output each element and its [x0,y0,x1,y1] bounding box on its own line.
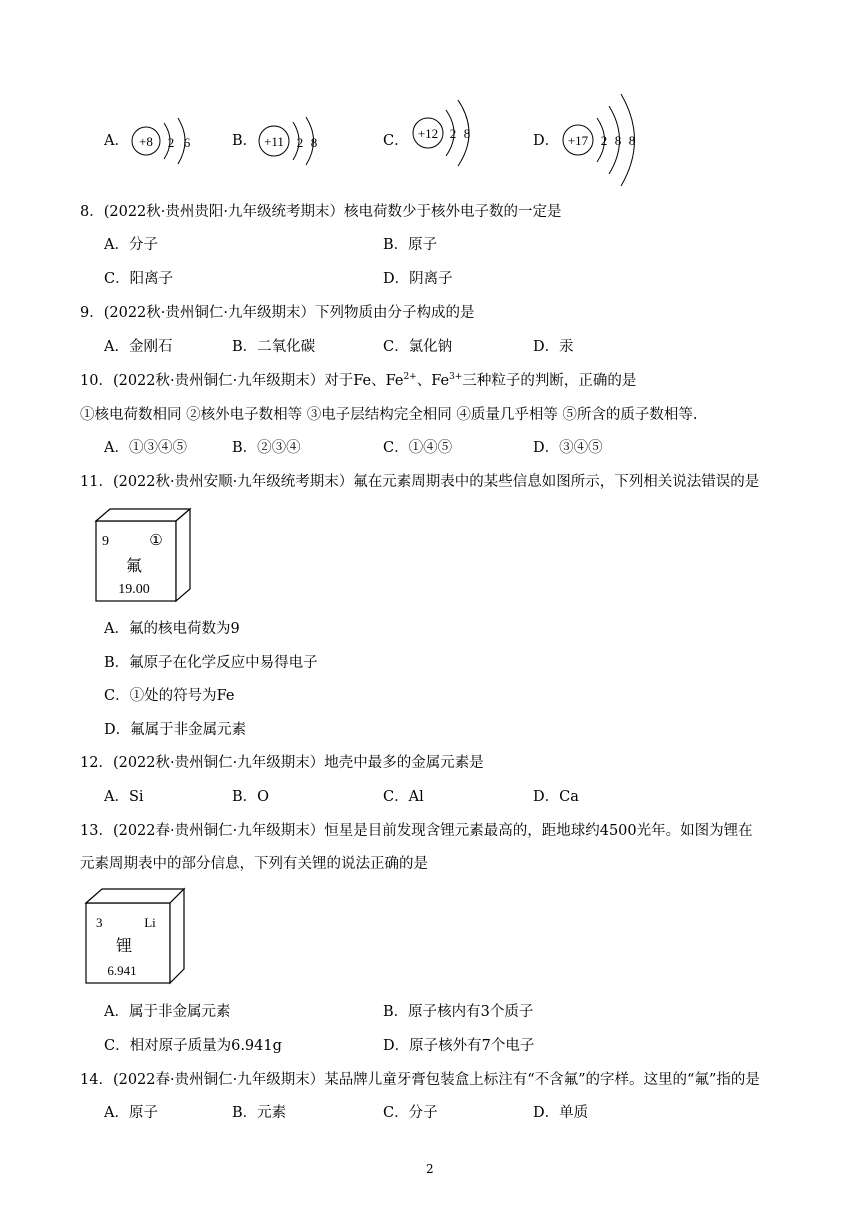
q12-stem: 12．(2022秋·贵州铜仁·九年级期末）地壳中最多的金属元素是 [80,755,484,771]
q13-stem-line2: 元素周期表中的部分信息，下列有关锂的说法正确的是 [80,856,428,872]
svg-text:8: 8 [463,126,471,141]
q10-stem: 10．(2022秋·贵州铜仁·九年级期末）对于Fe、$Fe^{2+}$、$Fe^{3+}$三种粒子的判断，正确的是 [80,372,637,389]
svg-text:8: 8 [614,133,622,148]
svg-text:2: 2 [449,126,457,141]
q9-option-c: C．氯化钠 [383,339,453,355]
q7-option-a-atom-diagram [128,116,208,166]
svg-text:Li: Li [144,915,156,930]
svg-text:3: 3 [96,915,103,930]
atomic-number: 9 [102,534,109,549]
q14-option-c: C．分子 [383,1105,438,1121]
q14-option-d: D．单质 [533,1105,589,1121]
q9-option-a: A．金刚石 [104,339,173,355]
q8-option-c: C．阳离子 [104,271,174,287]
svg-text:2: 2 [600,133,608,148]
svg-text:6.941: 6.941 [107,963,137,978]
q10-statements: ①核电荷数相同 ②核外电子数相等 ③电子层结构完全相同 ④质量几乎相等 ⑤所含的质子数相等. [80,407,698,423]
svg-text:8: 8 [628,133,636,148]
q11-option-b: B．氟原子在化学反应中易得电子 [104,655,318,671]
q14-option-b: B．元素 [232,1105,287,1121]
q7-option-b-letter: B． [232,133,258,149]
nucleus-label: +8 [139,134,153,149]
q13-option-a: A．属于非金属元素 [104,1004,231,1020]
shell-1-electrons: 2 [167,135,175,150]
q7-option-c-letter: C． [383,133,409,149]
q7-option-a-letter: A． [104,133,129,149]
q10-option-a: A．①③④⑤ [104,440,187,456]
svg-text:8: 8 [310,135,318,150]
q10-option-b: B．②③④ [232,440,301,456]
cube-side-face [176,509,190,601]
q8-option-d: D．阴离子 [383,271,453,287]
q12-option-b: B．O [232,789,270,805]
q9-stem: 9．(2022秋·贵州铜仁·九年级期末）下列物质由分子构成的是 [80,305,475,321]
svg-text:+12: +12 [417,126,439,141]
q13-option-d: D．原子核外有7个电子 [383,1038,535,1054]
q7-option-d-atom-diagram [560,92,660,188]
q14-stem: 14．(2022春·贵州铜仁·九年级期末）某品牌儿童牙膏包装盒上标注有“不含氟”的字样。这里的“氟”指的是 [80,1072,760,1088]
q11-option-c: C．①处的符号为Fe [104,688,235,704]
q13-element-cell-figure [84,887,188,985]
q9-option-b: B．二氧化碳 [232,339,316,355]
q7-option-d-letter: D． [533,133,560,149]
element-symbol: ① [149,531,163,549]
q11-option-a: A．氟的核电荷数为9 [104,621,240,637]
q8-option-a: A．分子 [104,237,158,253]
page-number: 2 [426,1162,434,1176]
svg-text:锂: 锂 [115,936,133,955]
q9-option-d: D．汞 [533,339,574,355]
svg-text:2: 2 [296,135,304,150]
q13-option-b: B．原子核内有3个质子 [383,1004,534,1020]
q13-option-c: C．相对原子质量为6.941g [104,1038,282,1054]
q11-element-cell-figure [94,507,194,603]
q10-option-c: C．①④⑤ [383,440,453,456]
svg-text:+17: +17 [567,133,589,148]
atomic-mass: 19.00 [118,582,150,597]
q14-option-a: A．原子 [104,1105,158,1121]
q7-option-c-atom-diagram [410,96,490,168]
element-name: 氟 [125,556,143,575]
q11-stem: 11．(2022秋·贵州安顺·九年级统考期末）氟在元素周期表中的某些信息如图所示，下列相关说法错误的是 [80,474,760,490]
q12-option-d: D．Ca [533,789,579,805]
q8-stem: 8．(2022秋·贵州贵阳·九年级统考期末）核电荷数少于核外电子数的一定是 [80,204,562,220]
q12-option-c: C．Al [383,789,424,805]
q11-option-d: D．氟属于非金属元素 [104,722,247,738]
shell-2-electrons: 6 [183,135,191,150]
q10-option-d: D．③④⑤ [533,440,603,456]
q8-option-b: B．原子 [383,237,438,253]
cube-top-face [96,509,190,521]
q12-option-a: A．Si [104,789,144,805]
q7-option-b-atom-diagram [256,116,336,166]
svg-text:+11: +11 [264,134,284,149]
q13-stem-line1: 13．(2022春·贵州铜仁·九年级期末）恒星是目前发现含锂元素最高的，距地球约4500光年。如图为锂在 [80,823,753,839]
